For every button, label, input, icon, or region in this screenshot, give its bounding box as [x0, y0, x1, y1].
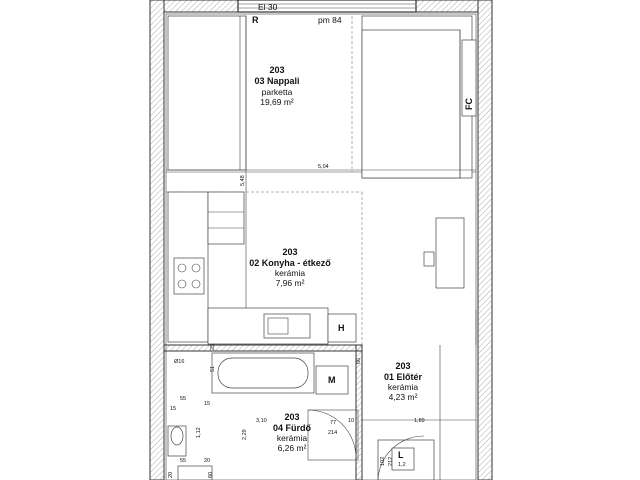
el-label: El 30: [258, 2, 278, 12]
washbasin: [178, 466, 212, 480]
dim-214: 214: [328, 430, 338, 436]
stove: [174, 258, 204, 294]
right-wall: [478, 0, 492, 480]
room-furdo-floor: kerámia: [276, 433, 308, 443]
room-furdo-name: 04 Fürdő: [272, 423, 312, 433]
dim-height-548: 5,48: [240, 175, 246, 186]
dim-15a: 15: [170, 406, 177, 412]
l-sub-label: 1,2: [398, 462, 406, 468]
kitchen-upper: [208, 192, 244, 244]
dim-20b: 20: [168, 471, 174, 478]
dim-189: 1,89: [414, 418, 425, 424]
room-furdo-area: 6,26 m²: [277, 443, 307, 453]
room-eloter-name: 01 Előtér: [383, 372, 423, 382]
h-label: H: [338, 323, 345, 333]
room-konyha-floor: kerámia: [274, 268, 306, 278]
dim-310: 3,10: [256, 418, 267, 424]
dim-66: 66: [356, 357, 362, 364]
room-furdo-number: 203: [284, 412, 300, 422]
r-label: R: [252, 15, 259, 25]
room-nappali-name: 03 Nappali: [254, 76, 300, 86]
room-konyha-area: 7,96 m²: [275, 278, 305, 288]
room-nappali-number: 203: [269, 65, 285, 75]
dim-10: 10: [348, 418, 355, 424]
room-konyha-name: 02 Konyha - étkező: [249, 258, 331, 268]
dim-112: 1,12: [196, 427, 202, 438]
dim-77: 77: [330, 420, 337, 426]
dim-102: 102: [380, 456, 386, 466]
pm-label: pm 84: [318, 15, 342, 25]
room-eloter-area: 4,23 m²: [388, 392, 418, 402]
dim-55b: 55: [180, 458, 187, 464]
room-eloter-floor: kerámia: [387, 382, 419, 392]
dim-60: 60: [208, 471, 214, 478]
dim-51: 51: [210, 365, 216, 372]
dim-016: Ø16: [174, 359, 185, 365]
dim-25: 25: [210, 343, 216, 350]
room-nappali-floor: parketta: [261, 87, 293, 97]
room-eloter-number: 203: [395, 361, 411, 371]
left-wall: [150, 0, 164, 480]
partition-wall: [164, 345, 362, 351]
dim-width-504: 5,04: [318, 164, 329, 170]
m-label: M: [328, 375, 336, 385]
l-label: L: [398, 450, 404, 460]
dining-table: [436, 218, 464, 288]
dim-55: 55: [180, 396, 187, 402]
dim-229: 2,29: [242, 429, 248, 440]
fc-label: FC: [464, 98, 474, 110]
dim-20a: 20: [204, 458, 211, 464]
room-nappali-area: 19,69 m²: [260, 97, 294, 107]
sink: [264, 314, 310, 338]
dim-212: 212: [388, 456, 394, 466]
room-konyha-number: 203: [282, 247, 298, 257]
wardrobe: [168, 16, 246, 170]
dim-15b: 15: [204, 401, 211, 407]
